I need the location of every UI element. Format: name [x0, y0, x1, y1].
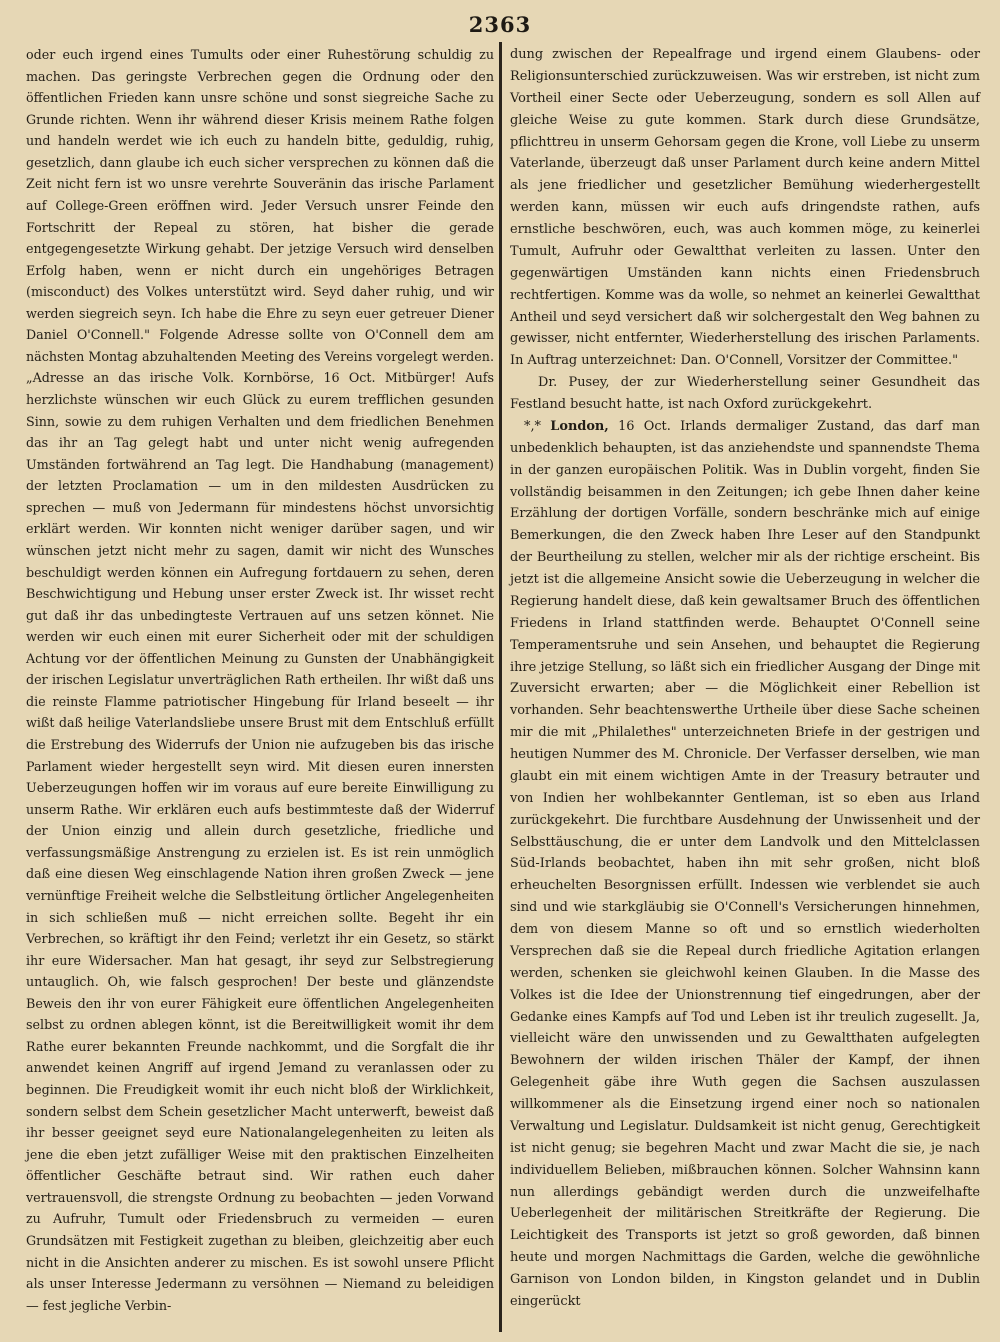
- london-report-text: 16 Oct. Irlands dermaliger Zustand, das darf man unbedenklich behaupten, ist das anziehendste und spannendste Thema in der ganzen europäischen Politik. Was in Dublin vorgeht, finden Sie vollständig beisammen in den Zeitungen; ich gebe Ihnen daher keine Erzählung der dortigen Vorfälle, sondern beschränke mich auf einige Bemerkungen, die den Zweck haben Ihre Leser auf den Standpunkt der Beurtheilung zu stellen, welcher mir als der richtige erscheint. Bis jetzt ist die allgemeine Ansicht sowie die Ueberzeugung in welcher die Regierung handelt diese, daß kein gewaltsamer Bruch des öffentlichen Friedens in Irland stattfinden werde. Behauptet O'Connell seine Temperamentsruhe und sein Ansehen, und behauptet die Regierung ihre jetzige Stellung, so läßt sich ein friedlicher Ausgang der Dinge mit Zuversicht erwarten; aber — die Möglichkeit einer Rebellion ist vorhanden. Sehr beachtenswerthe Urtheile über diese Sache scheinen mir die mit „Philalethes" unterzeichneten Briefe in der gestrigen und heutigen Nummer des M. Chronicle. Der Verfasser derselben, wie man glaubt ein mit einem wichtigen Amte in der Treasury betrauter und von Indien her wohlbekannter Gentleman, ist so eben aus Irland zurückgekehrt. Die furchtbare Ausdehnung der Unwissenheit und der Selbsttäuschung, die er unter dem Landvolk und den Mittelclassen Süd-Irlands beobachtet, haben ihn mit sehr großen, nicht bloß erheuchelten Besorgnissen erfüllt. Indessen wie verblendet sie auch sind und wie starkgläubig sie O'Connell's Versicherungen hinnehmen, dem von diesem Manne so oft und so ernstlich wiederholten Versprechen daß sie die Repeal durch friedliche Agitation erlangen werden, schenken sie gleichwohl keinen Glauben. In die Masse des Volkes ist die Idee der Unionstrennung tief eingedrungen, aber der Gedanke eines Kampfs auf Tod und Leben ist ihr treulich zugesellt. Ja, vielleicht wäre den unwissenden und zu Gewaltthaten aufgelegten Bewohnern der wilden irischen Thäler der Kampf, der ihnen Gelegenheit gäbe ihre Wuth gegen die Sachsen auszulassen willkommener als die Einsetzung irgend einer noch so nationalen Verwaltung und Legislatur. Duldsamkeit ist nicht genug, Gerechtigkeit ist nicht genug; sie begehren Macht und zwar Macht die sie, je nach individuellem Belieben, mißbrauchen können. Solcher Wahnsinn kann nun allerdings gebändigt werden durch die unzweifelhafte Ueberlegenheit der militärischen Streitkräfte der Regierung. Die Leichtigkeit des Transports ist jetzt so groß geworden, daß binnen heute und morgen Nachmittags die Garden, welche die gewöhnliche Garnison von London bilden, in Kingston gelandet und in Dublin eingerückt: [510, 418, 980, 1309]
- page-number: 2363: [468, 12, 532, 37]
- left-column: [26, 44, 494, 1316]
- dateline-place: London,: [550, 418, 609, 434]
- right-column: [510, 44, 980, 1313]
- pusey-notice: Dr. Pusey, der zur Wiederherstellung seiner Gesundheit das Festland besucht hatte, ist nach Oxford zurückgekehrt.: [510, 375, 980, 412]
- dateline-mark: *,*: [524, 418, 541, 434]
- column-divider: [499, 42, 502, 1332]
- left-column-text: oder euch irgend eines Tumults oder einer Ruhestörung schuldig zu machen. Das geringste Verbrechen gegen die Ordnung oder den öffentlichen Frieden kann unsre schöne und sonst siegreiche Sache zu Grunde richten. Wenn ihr während dieser Krisis meinem Rathe folgen und handeln werdet wie ich euch zu handeln bitte, geduldig, ruhig, gesetzlich, dann glaube ich euch sicher versprechen zu können daß die Zeit nicht fern ist wo unsre verehrte Souveränin das irische Parlament auf College-Green eröffnen wird. Jeder Versuch unsrer Feinde den Fortschritt der Repeal zu stören, hat bisher die gerade entgegengesetzte Wirkung gehabt. Der jetzige Versuch wird denselben Erfolg haben, wenn er nicht durch ein ungehöriges Betragen (misconduct) des Volkes unterstützt wird. Seyd daher ruhig, und wir werden siegreich seyn. Ich habe die Ehre zu seyn euer getreuer Diener Daniel O'Connell." Folgende Adresse sollte von O'Connell dem am nächsten Montag abzuhaltenden Meeting des Vereins vorgelegt werden. „Adresse an das irische Volk. Kornbörse, 16 Oct. Mitbürger! Aufs herzlichste wünschen wir euch Glück zu eurem trefflichen gesunden Sinn, sowie zu dem ruhigen Verhalten und dem friedlichen Benehmen das ihr an Tag gelegt habt und unter nicht wenig aufregenden Umständen fortwährend an Tag legt. Die Handhabung (management) der letzten Proclamation — um in den mildesten Ausdrücken zu sprechen — muß von Jedermann für mindestens höchst unvorsichtig erklärt werden. Wir konnten nicht weniger darüber sagen, und wir wünschen jetzt nicht mehr zu sagen, damit wir nicht des Wunsches beschuldigt werden können ein Aufregung fortdauern zu sehen, deren Beschwichtigung und Hebung unser erster Zweck ist. Ihr wisset recht gut daß ihr das unbedingteste Vertrauen auf uns setzen könnet. Nie werden wir euch einen mit eurer Sicherheit oder mit der schuldigen Achtung vor der öffentlichen Meinung zu Gunsten der Unabhängigkeit der irischen Legislatur unverträglichen Rath ertheilen. Ihr wißt daß uns die reinste Flamme patriotischer Hingebung für Irland beseelt — ihr wißt daß heilige Vaterlandsliebe unsere Brust mit dem Entschluß erfüllt die Erstrebung des Widerrufs der Union nie aufzugeben bis das irische Parlament wieder hergestellt seyn wird. Mit diesen euren innersten Ueberzeugungen hoffen wir im voraus auf eure bereite Einwilligung zu unserm Rathe. Wir erklären euch aufs bestimmteste daß der Widerruf der Union einzig und allein durch gesetzliche, friedliche und verfassungsmäßige Anstrengung zu erzielen ist. Es ist rein unmöglich daß eine diesen Weg einschlagende Nation ihren großen Zweck — jene vernünftige Freiheit welche die Selbstleitung örtlicher Angelegenheiten in sich schließen muß — nicht erreichen sollte. Begeht ihr ein Verbrechen, so kräftigt ihr den Feind; verletzt ihr ein Gesetz, so stärkt ihr eure Widersacher. Man hat gesagt, ihr seyd zur Selbstregierung untauglich. Oh, wie falsch gesprochen! Der beste und glänzendste Beweis den ihr von eurer Fähigkeit eure öffentlichen Angelegenheiten selbst zu ordnen ablegen könnt, ist die Bereitwilligkeit womit ihr dem Rathe eurer bekannten Freunde nachkommt, und die Sorgfalt die ihr anwendet keinen Angriff auf irgend Jemand zu veranlassen oder zu beginnen. Die Freudigkeit womit ihr euch nicht bloß der Wirklichkeit, sondern selbst dem Schein gesetzlicher Macht unterwerft, beweist daß ihr besser geeignet seyd eure Nationalangelegenheiten zu leiten als jene die eben jetzt zufälliger Weise mit den praktischen Einzelheiten öffentlicher Geschäfte betraut sind. Wir rathen euch daher vertrauensvoll, die strengste Ordnung zu beobachten — jeden Vorwand zu Aufruhr, Tumult oder Friedensbruch zu vermeiden — euren Grundsätzen mit Festigkeit zugethan zu bleiben, gleichzeitig aber euch nicht in die Ansichten anderer zu mischen. Es ist sowohl unsere Pflicht als unser Interesse Jedermann zu versöhnen — Niemand zu beleidigen — fest jegliche Verbin-: [26, 47, 495, 1313]
- address-continuation: dung zwischen der Repealfrage und irgend einem Glaubens- oder Religionsunterschied zurückzuweisen. Was wir erstreben, ist nicht zum Vortheil einer Secte oder Ueberzeugung, sondern es soll Allen auf gleiche Weise zu gute kommen. Stark durch diese Grundsätze, pflichttreu in unserm Gehorsam gegen die Krone, voll Liebe zu unserm Vaterlande, überzeugt daß unser Parlament durch keine andern Mittel als jene friedlicher und gesetzlicher Bemühung wiederhergestellt werden kann, müssen wir euch aufs dringendste rathen, aufs ernstliche beschwören, euch, was auch kommen möge, zu keinerlei Tumult, Aufruhr oder Gewaltthat verleiten zu lassen. Unter den gegenwärtigen Umständen kann nichts einen Friedensbruch rechtfertigen. Komme was da wolle, so nehmet an keinerlei Gewaltthat Antheil und seyd versichert daß wir solchergestalt den Weg bahnen zu gewisser, nicht entfernter, Wiederherstellung des irischen Parlaments. In Auftrag unterzeichnet: Dan. O'Connell, Vorsitzer der Committee.": [510, 47, 980, 369]
- london-report: [510, 416, 980, 1313]
